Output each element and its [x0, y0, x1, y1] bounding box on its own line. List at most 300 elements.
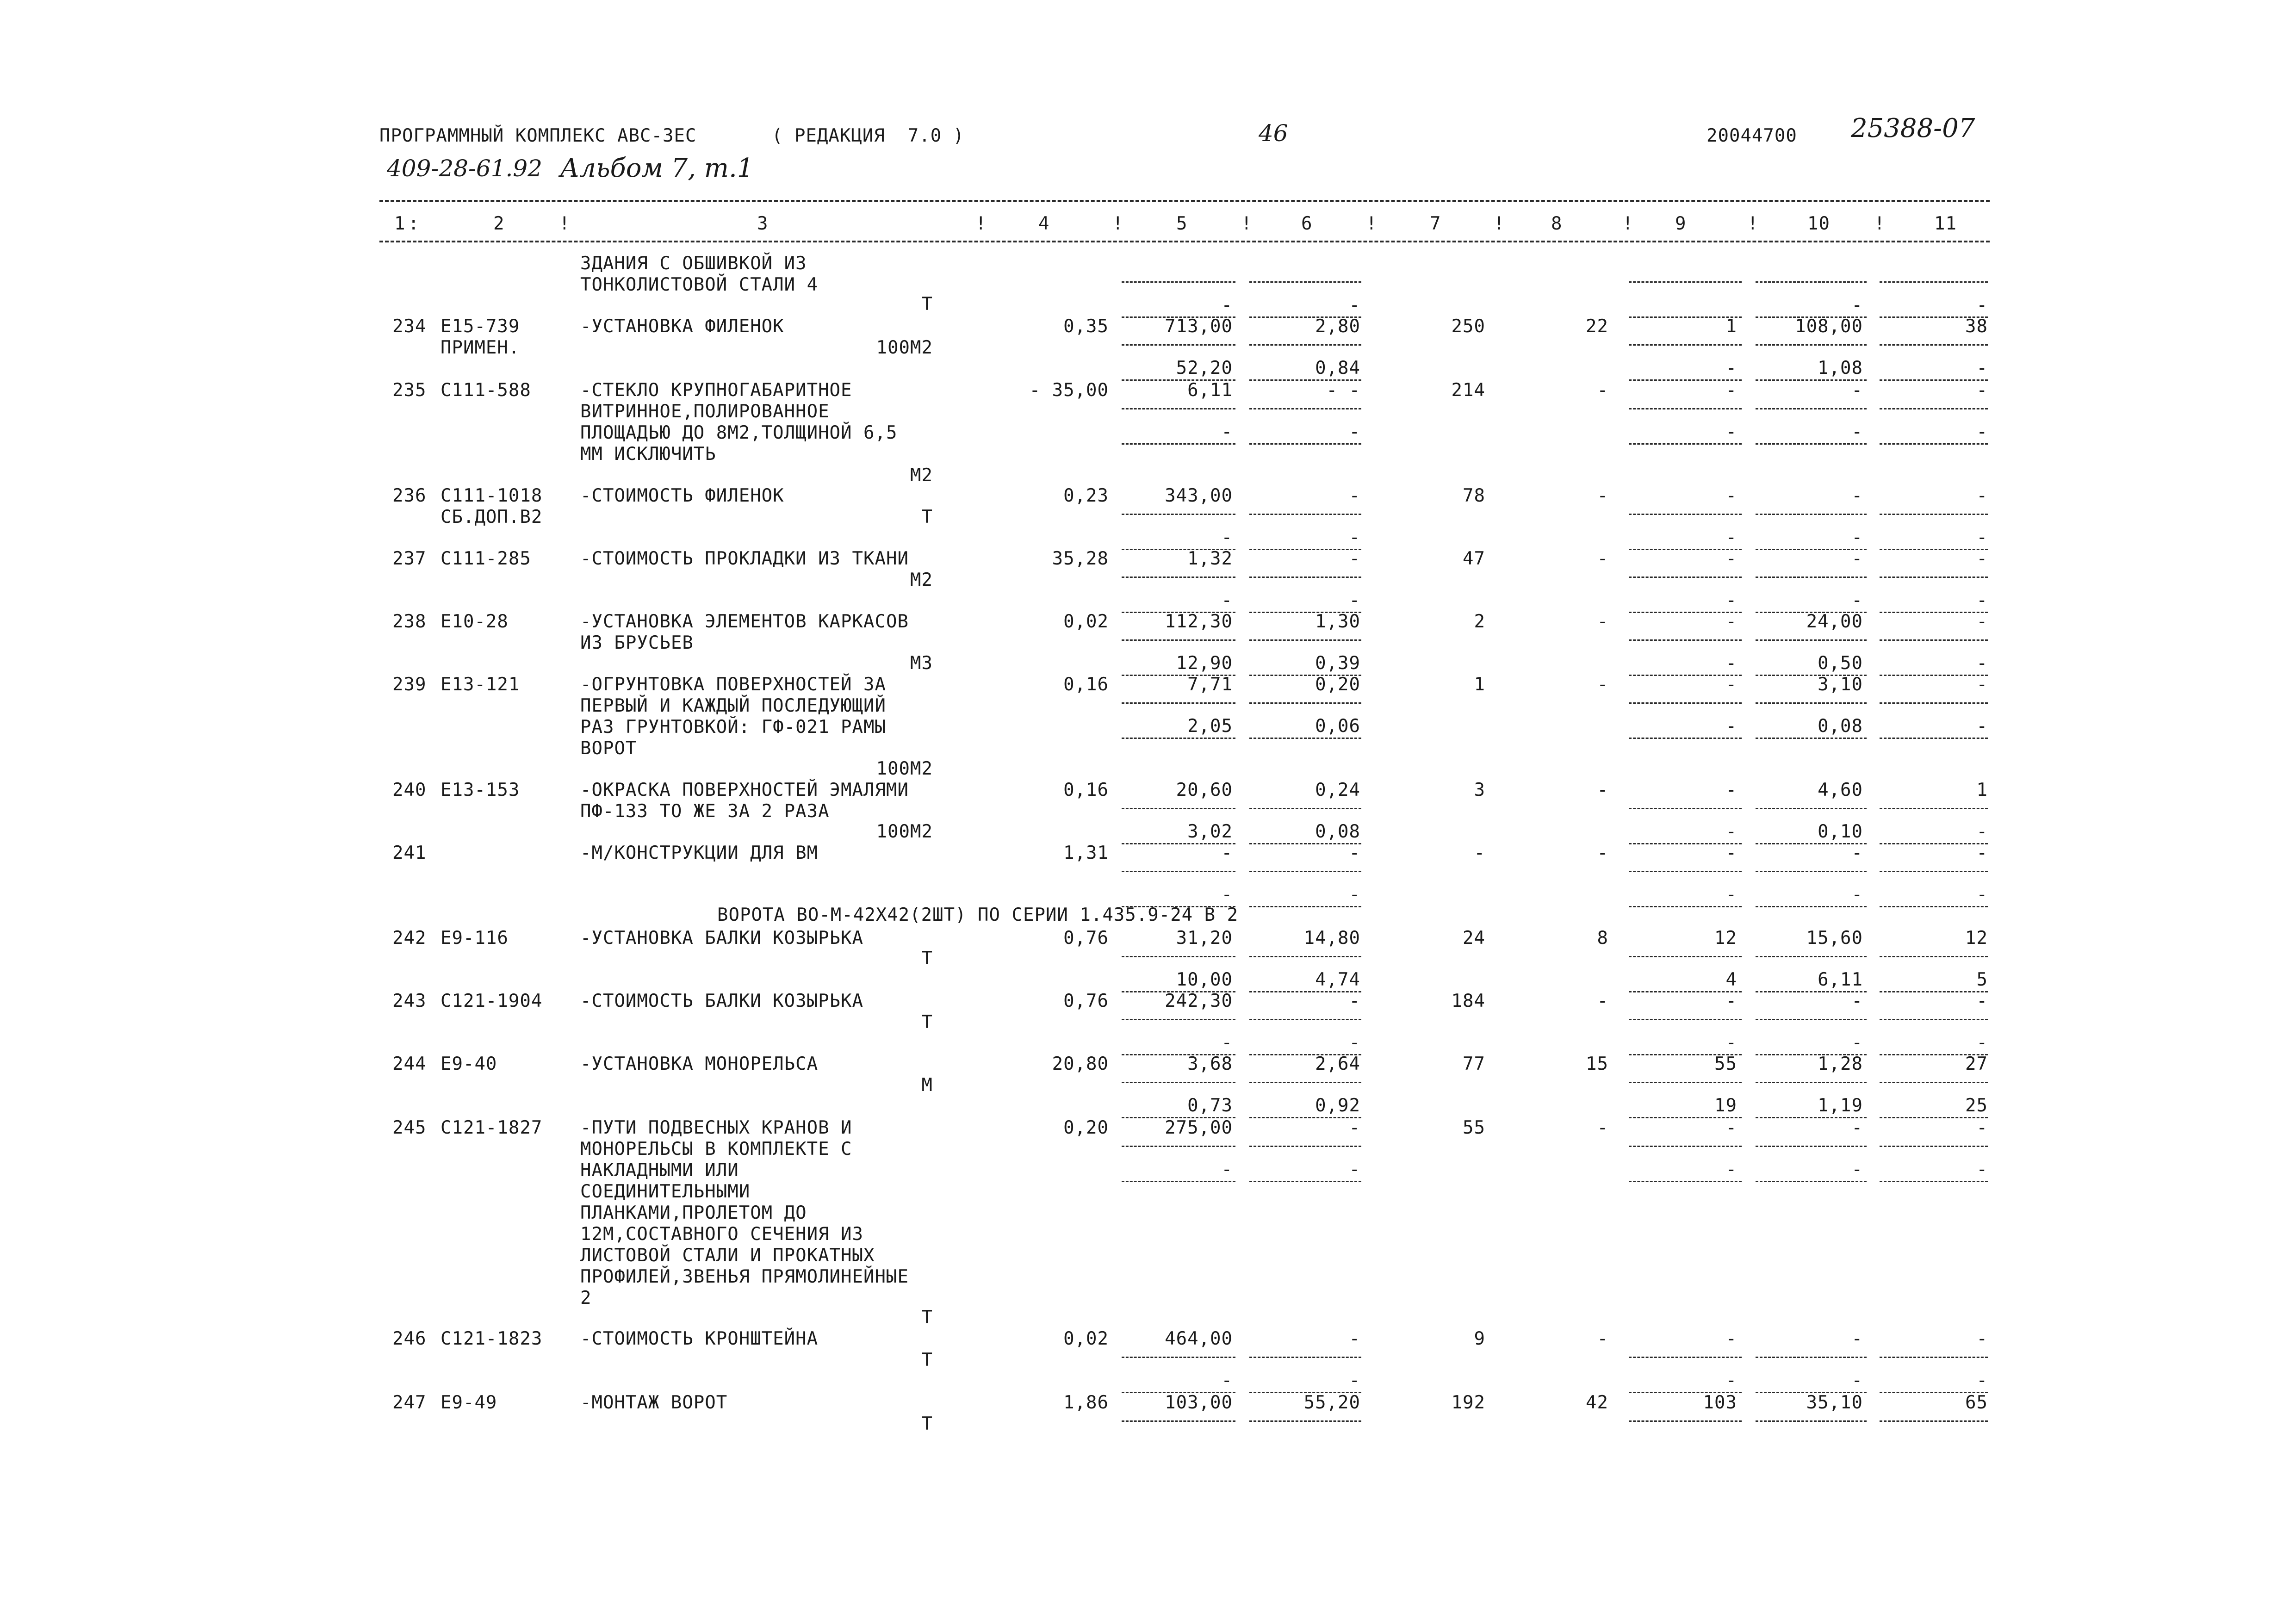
row-c9-top: -	[1725, 674, 1737, 695]
row-c9-bottom: -	[1725, 1159, 1737, 1180]
row-c5-bottom: -	[1221, 527, 1233, 548]
row-c5-divider	[1122, 514, 1235, 515]
row-c5-top: 713,00	[1165, 316, 1233, 337]
row-c10-divider	[1756, 1019, 1867, 1020]
row-c6-top: 14,80	[1303, 928, 1360, 949]
row-code: Е9-49	[441, 1392, 497, 1413]
row-c9-divider	[1629, 639, 1742, 641]
col-sep: !	[1112, 213, 1124, 234]
row-c9-underline	[1629, 906, 1742, 907]
row-c6-bottom: -	[1349, 1032, 1360, 1053]
row-col-7: 3	[1474, 780, 1485, 800]
row-col-8: -	[1597, 1117, 1608, 1138]
row-number: 247	[392, 1392, 427, 1413]
row-c6-top: 1,30	[1315, 611, 1360, 632]
row-c9-bottom: -	[1725, 1032, 1737, 1053]
row-description: -ОКРАСКА ПОВЕРХНОСТЕЙ ЭМАЛЯМИ	[580, 780, 909, 800]
row-c6-divider	[1249, 1357, 1361, 1358]
row-c6-divider	[1249, 1146, 1361, 1147]
row-code: С121-1904	[441, 991, 543, 1011]
row-c10-underline	[1756, 1117, 1867, 1118]
row-c10-divider	[1756, 1146, 1867, 1147]
row-quantity: 0,35	[1063, 316, 1109, 337]
row-c5-top: 7,71	[1187, 674, 1233, 695]
row-c9-divider	[1629, 577, 1742, 578]
row-col-8: -	[1597, 611, 1608, 632]
row-c5-top: 1,32	[1187, 548, 1233, 569]
row-c5-bottom: -	[1221, 1159, 1233, 1180]
row-c11-bottom: -	[1976, 653, 1988, 674]
row-c10-underline	[1756, 991, 1867, 992]
col-sep: :	[408, 213, 420, 234]
row-c9-underline	[1629, 379, 1742, 381]
row-col-8: -	[1597, 380, 1608, 401]
row-c5-divider	[1122, 1019, 1235, 1020]
row-c10-top: 108,00	[1795, 316, 1863, 337]
row-c11-top: -	[1976, 991, 1988, 1011]
row-c9-top: -	[1725, 1328, 1737, 1349]
row-c11-bottom: 5	[1976, 969, 1988, 990]
row-c6-top: 0,24	[1315, 780, 1360, 800]
row-c11-top: 65	[1965, 1392, 1988, 1413]
row-c9-bottom: -	[1725, 653, 1737, 674]
row-c10-underline	[1756, 1181, 1867, 1182]
row-description: ПРОФИЛЕЙ,ЗВЕНЬЯ ПРЯМОЛИНЕЙНЫЕ	[580, 1266, 909, 1287]
row-col-7: 1	[1474, 674, 1485, 695]
row-c9-divider	[1629, 1082, 1742, 1083]
row-description: 12М,СОСТАВНОГО СЕЧЕНИЯ ИЗ	[580, 1224, 863, 1245]
row-c5-divider	[1122, 702, 1235, 704]
row-col-7: 184	[1451, 991, 1485, 1011]
row-description: -СТОИМОСТЬ ФИЛЕНОК	[580, 485, 784, 506]
row-c6-top: -	[1349, 1328, 1360, 1349]
col-sep: !	[1366, 213, 1378, 234]
row-c9-bottom: -	[1725, 1370, 1737, 1391]
row-c6-divider	[1249, 1420, 1361, 1422]
row-c10-top: 15,60	[1806, 928, 1863, 949]
row-c6-top: 2,64	[1315, 1054, 1360, 1074]
row-c6-bottom: 4,74	[1315, 969, 1360, 990]
row-c6-top: -	[1349, 991, 1360, 1011]
row-description: ПЛОЩАДЬЮ ДО 8М2,ТОЛЩИНОЙ 6,5	[580, 422, 898, 443]
row-c11-underline	[1880, 443, 1988, 445]
row-unit: Т	[921, 507, 933, 527]
row-quantity: 0,16	[1063, 674, 1109, 695]
row-c6-top: -	[1349, 843, 1360, 863]
row-unit: Т	[921, 294, 933, 315]
col-header-5: 5	[1176, 213, 1188, 234]
row-c5-bottom: -	[1221, 1370, 1233, 1391]
row-col-7: 78	[1463, 485, 1485, 506]
row-c5-bottom: -	[1221, 590, 1233, 611]
row-c11-divider	[1880, 1082, 1988, 1083]
row-col-7: 77	[1463, 1054, 1485, 1074]
code-number: 20044700	[1706, 125, 1797, 146]
row-c6-bottom: -	[1349, 590, 1360, 611]
row-c9-divider	[1629, 871, 1742, 872]
row-quantity: 1,86	[1063, 1392, 1109, 1413]
row-c10-bottom: 1,08	[1818, 358, 1863, 378]
row-c9-underline	[1629, 1117, 1742, 1118]
row-description: -М/КОНСТРУКЦИИ ДЛЯ ВМ	[580, 843, 819, 863]
row-c9-underline	[1629, 549, 1742, 550]
row-c6-top: - -	[1326, 380, 1360, 401]
row-c9-underline	[1629, 991, 1742, 992]
row-c6-underline	[1249, 991, 1361, 992]
row-c9-bottom: 4	[1725, 969, 1737, 990]
row-description: -СТОИМОСТЬ ПРОКЛАДКИ ИЗ ТКАНИ	[580, 548, 909, 569]
document-number: 25388-07	[1851, 113, 1975, 143]
row-c9-divider	[1629, 281, 1742, 283]
row-description: ТОНКОЛИСТОВОЙ СТАЛИ 4	[580, 274, 819, 295]
row-c5-underline	[1122, 843, 1235, 844]
row-c5-bottom: -	[1221, 422, 1233, 442]
row-c6-divider	[1249, 1019, 1361, 1020]
row-c11-divider	[1880, 514, 1988, 515]
row-quantity: 20,80	[1052, 1054, 1109, 1074]
edition-label: ( РЕДАКЦИЯ 7.0 )	[772, 125, 965, 146]
row-c6-divider	[1249, 702, 1361, 704]
row-c11-bottom: -	[1976, 422, 1988, 442]
col-sep: !	[1747, 213, 1759, 234]
row-c10-divider	[1756, 808, 1867, 809]
row-c9-top: -	[1725, 780, 1737, 800]
row-c6-bottom: -	[1349, 884, 1360, 905]
row-description: ПФ-133 ТО ЖЕ ЗА 2 РАЗА	[580, 801, 830, 822]
row-c6-top: 55,20	[1303, 1392, 1360, 1413]
row-c6-bottom: -	[1349, 295, 1360, 316]
row-c6-divider	[1249, 281, 1361, 283]
col-header-2: 2	[493, 213, 505, 234]
row-c9-divider	[1629, 1357, 1742, 1358]
row-c10-divider	[1756, 702, 1867, 704]
row-col-7: 24	[1463, 928, 1485, 949]
row-c9-bottom: -	[1725, 527, 1737, 548]
row-c5-bottom: 3,02	[1187, 821, 1233, 842]
row-c9-top: -	[1725, 548, 1737, 569]
program-title: ПРОГРАММНЫЙ КОМПЛЕКС АВС-ЗЕС	[379, 125, 697, 146]
row-quantity: 0,02	[1063, 1328, 1109, 1349]
row-number: 245	[392, 1117, 427, 1138]
row-c9-divider	[1629, 514, 1742, 515]
row-c9-divider	[1629, 1420, 1742, 1422]
row-c5-divider	[1122, 344, 1235, 346]
row-c10-divider	[1756, 639, 1867, 641]
row-c11-top: -	[1976, 380, 1988, 401]
row-c11-bottom: -	[1976, 358, 1988, 378]
row-unit: 100М2	[876, 821, 933, 842]
row-description: -УСТАНОВКА БАЛКИ КОЗЫРЬКА	[580, 928, 863, 949]
row-c6-bottom: 0,39	[1315, 653, 1360, 674]
row-col-8: 8	[1597, 928, 1608, 949]
row-c11-divider	[1880, 956, 1988, 957]
row-c9-divider	[1629, 1019, 1742, 1020]
row-c10-top: -	[1851, 1117, 1863, 1138]
row-c10-divider	[1756, 577, 1867, 578]
row-c9-divider	[1629, 408, 1742, 409]
row-c6-bottom: 0,92	[1315, 1095, 1360, 1116]
row-unit: Т	[921, 948, 933, 969]
row-c11-divider	[1880, 639, 1988, 641]
row-c6-underline	[1249, 549, 1361, 550]
row-c11-bottom: -	[1976, 1159, 1988, 1180]
row-c9-underline	[1629, 316, 1742, 318]
row-c11-bottom: -	[1976, 716, 1988, 737]
row-c5-divider	[1122, 808, 1235, 809]
row-col-8: 42	[1586, 1392, 1608, 1413]
row-c10-bottom: 0,10	[1818, 821, 1863, 842]
row-quantity: 0,02	[1063, 611, 1109, 632]
row-c5-divider	[1122, 1420, 1235, 1422]
row-c9-bottom: -	[1725, 590, 1737, 611]
row-c11-top: 1	[1976, 780, 1988, 800]
row-c5-bottom: 12,90	[1176, 653, 1233, 674]
row-code: Е10-28	[441, 611, 509, 632]
row-c9-top: 1	[1725, 316, 1737, 337]
row-c10-underline	[1756, 906, 1867, 907]
row-c6-underline	[1249, 1117, 1361, 1118]
header-rule-top	[379, 200, 1990, 202]
row-c10-bottom: 6,11	[1818, 969, 1863, 990]
row-c6-bottom: 0,06	[1315, 716, 1360, 737]
row-number: 242	[392, 928, 427, 949]
row-quantity: 0,20	[1063, 1117, 1109, 1138]
row-c11-underline	[1880, 675, 1988, 676]
row-description: ЛИСТОВОЙ СТАЛИ И ПРОКАТНЫХ	[580, 1245, 875, 1266]
row-description: -УСТАНОВКА ФИЛЕНОК	[580, 316, 784, 337]
row-col-8: -	[1597, 548, 1608, 569]
row-c11-divider	[1880, 808, 1988, 809]
row-c11-bottom: -	[1976, 1032, 1988, 1053]
row-description: СОЕДИНИТЕЛЬНЫМИ	[580, 1181, 751, 1202]
row-c9-top: -	[1725, 485, 1737, 506]
row-c11-top: -	[1976, 485, 1988, 506]
row-c9-top: -	[1725, 380, 1737, 401]
row-number: 238	[392, 611, 427, 632]
row-c6-underline	[1249, 843, 1361, 844]
row-c10-divider	[1756, 281, 1867, 283]
row-c10-underline	[1756, 738, 1867, 739]
row-quantity: 35,28	[1052, 548, 1109, 569]
row-c5-top: 275,00	[1165, 1117, 1233, 1138]
row-c5-top: 31,20	[1176, 928, 1233, 949]
row-c5-top: 343,00	[1165, 485, 1233, 506]
row-c6-divider	[1249, 956, 1361, 957]
row-c10-top: 3,10	[1818, 674, 1863, 695]
row-description: ВИТРИННОЕ,ПОЛИРОВАННОЕ	[580, 401, 830, 422]
row-col-7: 2	[1474, 611, 1485, 632]
row-c10-bottom: -	[1851, 1032, 1863, 1053]
col-sep: !	[559, 213, 571, 234]
row-c9-divider	[1629, 702, 1742, 704]
row-c6-bottom: 0,08	[1315, 821, 1360, 842]
page-number: 46	[1259, 120, 1288, 147]
row-c11-top: 12	[1965, 928, 1988, 949]
row-number: 239	[392, 674, 427, 695]
row-c11-divider	[1880, 344, 1988, 346]
row-c10-divider	[1756, 1357, 1867, 1358]
row-code: Е13-121	[441, 674, 520, 695]
row-c9-underline	[1629, 738, 1742, 739]
row-col-8: -	[1597, 485, 1608, 506]
row-c11-divider	[1880, 281, 1988, 283]
row-c10-underline	[1756, 443, 1867, 445]
row-col-8: -	[1597, 991, 1608, 1011]
row-c11-top: -	[1976, 1117, 1988, 1138]
row-c6-top: 0,20	[1315, 674, 1360, 695]
row-description: ИЗ БРУСЬЕВ	[580, 632, 694, 653]
row-c5-bottom: 10,00	[1176, 969, 1233, 990]
row-c11-underline	[1880, 612, 1988, 613]
row-number: 244	[392, 1054, 427, 1074]
row-description: ВОРОТ	[580, 738, 637, 759]
row-number: 234	[392, 316, 427, 337]
row-c9-top: 12	[1714, 928, 1737, 949]
row-quantity: 0,16	[1063, 780, 1109, 800]
row-c10-bottom: -	[1851, 422, 1863, 442]
row-number: 240	[392, 780, 427, 800]
row-c5-divider	[1122, 281, 1235, 283]
row-c5-top: 103,00	[1165, 1392, 1233, 1413]
row-c11-underline	[1880, 549, 1988, 550]
row-c9-top: -	[1725, 843, 1737, 863]
row-c11-top: -	[1976, 611, 1988, 632]
row-c5-divider	[1122, 956, 1235, 957]
row-c5-divider	[1122, 408, 1235, 409]
row-c11-underline	[1880, 738, 1988, 739]
col-header-10: 10	[1807, 213, 1830, 234]
row-c5-top: 464,00	[1165, 1328, 1233, 1349]
row-c9-bottom: -	[1725, 884, 1737, 905]
row-unit: М	[921, 1075, 933, 1096]
row-col-7: -	[1474, 843, 1485, 863]
row-c5-bottom: 0,73	[1187, 1095, 1233, 1116]
row-col-8: -	[1597, 1328, 1608, 1349]
col-sep: !	[1241, 213, 1253, 234]
row-c9-top: -	[1725, 991, 1737, 1011]
row-code: С111-588	[441, 380, 531, 401]
row-c11-underline	[1880, 991, 1988, 992]
row-quantity: 0,23	[1063, 485, 1109, 506]
row-c11-bottom: -	[1976, 590, 1988, 611]
section-heading: ВОРОТА ВО-М-42Х42(2ШТ) ПО СЕРИИ 1.435.9-24 В 2	[717, 905, 1239, 925]
row-c5-top: 242,30	[1165, 991, 1233, 1011]
row-c5-bottom: -	[1221, 884, 1233, 905]
row-c10-divider	[1756, 344, 1867, 346]
row-unit: М2	[910, 570, 933, 590]
row-c9-divider	[1629, 808, 1742, 809]
row-c5-bottom: 2,05	[1187, 716, 1233, 737]
row-c10-bottom: -	[1851, 884, 1863, 905]
row-code: ПРИМЕН.	[441, 337, 520, 358]
row-c11-divider	[1880, 1357, 1988, 1358]
row-c9-top: 55	[1714, 1054, 1737, 1074]
row-description: ПЛАНКАМИ,ПРОЛЕТОМ ДО	[580, 1203, 807, 1223]
row-description: 2	[580, 1288, 592, 1308]
row-col-7: 47	[1463, 548, 1485, 569]
row-col-7: 250	[1451, 316, 1485, 337]
row-col-8: -	[1597, 674, 1608, 695]
row-c11-divider	[1880, 1019, 1988, 1020]
col-sep: !	[1874, 213, 1886, 234]
row-c10-divider	[1756, 1420, 1867, 1422]
row-c9-bottom: -	[1725, 358, 1737, 378]
row-c11-bottom: -	[1976, 884, 1988, 905]
row-c6-top: -	[1349, 548, 1360, 569]
row-c11-bottom: -	[1976, 527, 1988, 548]
row-c9-top: -	[1725, 1117, 1737, 1138]
row-c9-top: -	[1725, 611, 1737, 632]
row-c10-divider	[1756, 956, 1867, 957]
row-c11-underline	[1880, 379, 1988, 381]
row-c5-top: 20,60	[1176, 780, 1233, 800]
row-c11-divider	[1880, 1420, 1988, 1422]
row-c6-top: 2,80	[1315, 316, 1360, 337]
row-c10-bottom: 0,08	[1818, 716, 1863, 737]
row-description: -СТОИМОСТЬ КРОНШТЕЙНА	[580, 1328, 819, 1349]
row-c11-bottom: -	[1976, 821, 1988, 842]
row-code: С111-1018	[441, 485, 543, 506]
row-description: -МОНТАЖ ВОРОТ	[580, 1392, 728, 1413]
row-c11-divider	[1880, 871, 1988, 872]
col-header-8: 8	[1551, 213, 1563, 234]
row-c11-bottom: 25	[1965, 1095, 1988, 1116]
row-c6-divider	[1249, 577, 1361, 578]
row-c6-divider	[1249, 1082, 1361, 1083]
row-number: 241	[392, 843, 427, 863]
row-c11-top: -	[1976, 843, 1988, 863]
row-c5-top: -	[1221, 843, 1233, 863]
row-c9-underline	[1629, 675, 1742, 676]
row-c10-top: 4,60	[1818, 780, 1863, 800]
header-rule-bottom	[379, 241, 1990, 242]
row-c10-bottom: 0,50	[1818, 653, 1863, 674]
row-c5-top: 3,68	[1187, 1054, 1233, 1074]
row-description: -ПУТИ ПОДВЕСНЫХ КРАНОВ И	[580, 1117, 852, 1138]
row-description: ПЕРВЫЙ И КАЖДЫЙ ПОСЛЕДУЮЩИЙ	[580, 695, 886, 716]
row-c5-divider	[1122, 871, 1235, 872]
row-col-8: 15	[1586, 1054, 1608, 1074]
row-c11-underline	[1880, 1117, 1988, 1118]
row-unit: Т	[921, 1012, 933, 1033]
row-code: С111-285	[441, 548, 531, 569]
row-description: -УСТАНОВКА МОНОРЕЛЬСА	[580, 1054, 819, 1074]
col-sep: !	[1494, 213, 1505, 234]
row-code: С121-1823	[441, 1328, 543, 1349]
row-c6-underline	[1249, 906, 1361, 907]
row-code: СБ.ДОП.В2	[441, 507, 543, 527]
row-c5-underline	[1122, 1181, 1235, 1182]
row-c10-underline	[1756, 843, 1867, 844]
album-label: Альбом 7, т.1	[560, 153, 754, 183]
row-c6-divider	[1249, 514, 1361, 515]
row-number: 236	[392, 485, 427, 506]
row-unit: 100М2	[876, 758, 933, 779]
row-unit: М2	[910, 465, 933, 486]
row-c11-divider	[1880, 702, 1988, 704]
row-c10-divider	[1756, 514, 1867, 515]
row-c11-underline	[1880, 906, 1988, 907]
row-c10-top: 1,28	[1818, 1054, 1863, 1074]
row-c10-top: -	[1851, 1328, 1863, 1349]
row-number: 243	[392, 991, 427, 1011]
col-sep: !	[975, 213, 987, 234]
col-header-4: 4	[1038, 213, 1050, 234]
row-unit: Т	[921, 1414, 933, 1434]
row-description: -СТОИМОСТЬ БАЛКИ КОЗЫРЬКА	[580, 991, 863, 1011]
row-c6-divider	[1249, 408, 1361, 409]
row-c10-bottom: -	[1851, 1370, 1863, 1391]
